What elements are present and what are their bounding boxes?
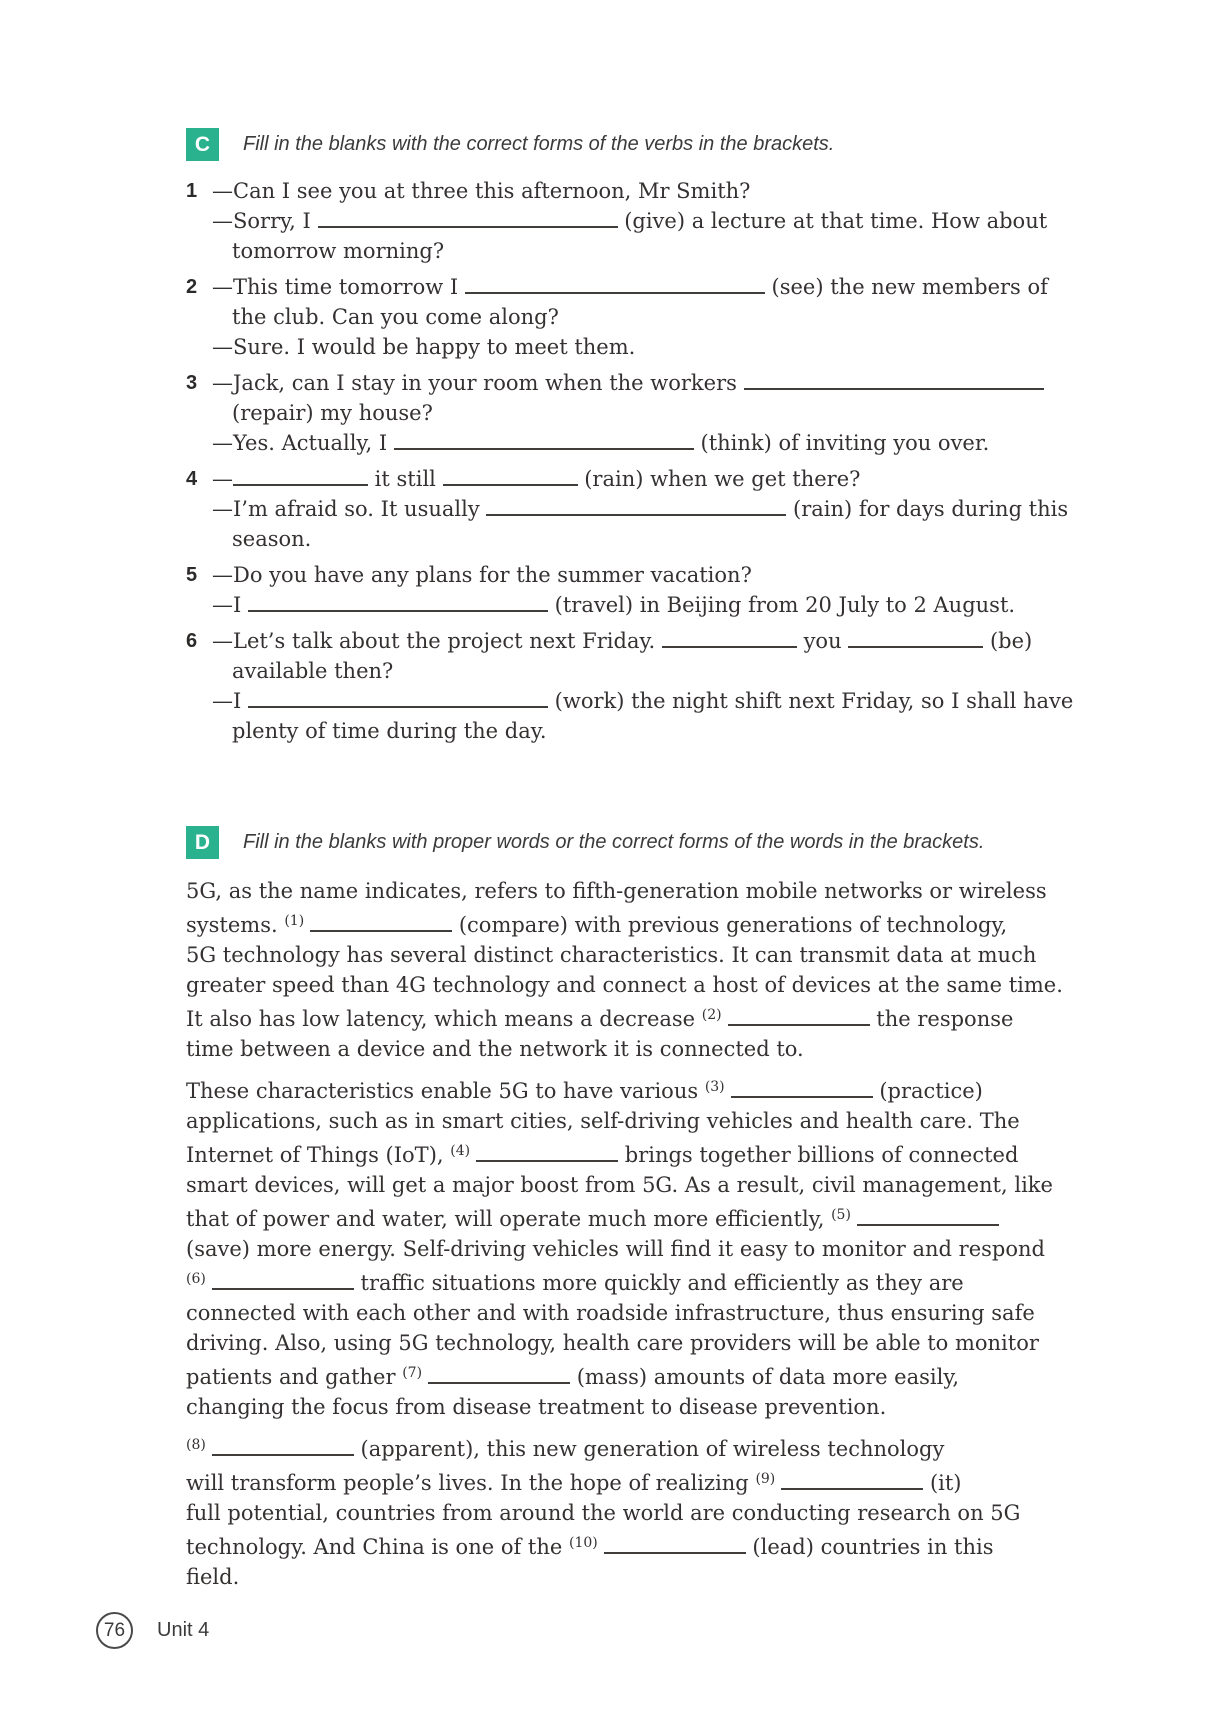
fill-in-blank: [310, 916, 452, 932]
fill-in-blank: [248, 692, 548, 708]
item-number: 6: [186, 630, 198, 652]
exercise-item: [186, 626, 1074, 746]
fill-in-blank: [465, 278, 765, 294]
item-number: 1: [186, 180, 198, 202]
passage-paragraph: [186, 1430, 1052, 1592]
text-line: —Yes. Actually, I (think) of inviting you over.: [212, 431, 990, 455]
fill-in-blank: [212, 1440, 354, 1456]
text-line: field.: [186, 1565, 240, 1589]
fill-in-blank: [476, 1146, 618, 1162]
text-line: —Sure. I would be happy to meet them.: [212, 335, 636, 359]
exercise-item: [186, 368, 1052, 458]
fill-in-blank: [857, 1210, 999, 1226]
blank-number: (4): [450, 1143, 471, 1159]
text-line: —I (travel) in Beijing from 20 July to 2 August.: [212, 593, 1016, 617]
text-line: These characteristics enable 5G to have various $^{(3)}$ (practice): [186, 1079, 983, 1103]
text-line: —Let’s talk about the project next Friday. you (be): [212, 629, 1033, 653]
blank-number: (2): [701, 1007, 722, 1023]
text-line: will transform people’s lives. In the hope of realizing $^{(9)}$ (it): [186, 1471, 962, 1495]
section-d-instruction: Fill in the blanks with proper words or the correct forms of the words in the brackets.: [243, 831, 985, 853]
fill-in-blank: [394, 434, 694, 450]
blank-number: (6): [186, 1271, 206, 1287]
section-c-label-box: C: [186, 128, 219, 161]
fill-in-blank: [604, 1538, 746, 1554]
exercise-item: [186, 272, 1052, 362]
blank-number: (10): [568, 1535, 598, 1551]
fill-in-blank: [233, 470, 368, 486]
item-number: 3: [186, 372, 198, 394]
text-line: technology. And China is one of the $^{(10)}$ (lead) countries in this: [186, 1535, 994, 1559]
blank-number: (1): [284, 913, 305, 929]
text-line: the club. Can you come along?: [232, 305, 559, 329]
text-line: — it still (rain) when we get there?: [212, 467, 861, 491]
page-content: [186, 128, 1074, 1600]
blank-number: (9): [755, 1471, 776, 1487]
text-line: 5G, as the name indicates, refers to fifth-generation mobile networks or wireless: [186, 879, 1047, 903]
text-line: driving. Also, using 5G technology, health care providers will be able to monitor: [186, 1331, 1039, 1355]
exercise-item: [186, 560, 1052, 620]
fill-in-blank: [848, 632, 983, 648]
exercise-item: [186, 464, 1069, 554]
unit-label: Unit 4: [157, 1619, 210, 1641]
text-line: $^{(8)}$ (apparent), this new generation of wireless technology: [186, 1437, 945, 1461]
section-d: [186, 826, 1063, 1592]
section-d-label-box: D: [186, 826, 219, 859]
text-line: season.: [232, 527, 312, 551]
text-line: —Jack, can I stay in your room when the workers: [212, 368, 1052, 398]
text-line: tomorrow morning?: [232, 239, 445, 263]
text-line: —Do you have any plans for the summer vacation?: [212, 563, 752, 587]
text-line: patients and gather $^{(7)}$ (mass) amounts of data more easily,: [186, 1365, 960, 1389]
section-c-header: [186, 128, 1052, 161]
text-line: that of power and water, will operate much more efficiently, $^{(5)}$: [186, 1200, 1052, 1234]
page-number-circle: [96, 1612, 133, 1649]
blank-number: (5): [831, 1207, 851, 1223]
fill-in-blank: [662, 632, 797, 648]
item-number: 2: [186, 276, 198, 298]
text-line: applications, such as in smart cities, self-driving vehicles and health care. The: [186, 1109, 1020, 1133]
text-line: smart devices, will get a major boost from 5G. As a result, civil management, like: [186, 1173, 1053, 1197]
text-line: —Sorry, I (give) a lecture at that time. How about: [212, 209, 1048, 233]
text-line: systems. $^{(1)}$ (compare) with previous generations of technology,: [186, 913, 1008, 937]
text-line: changing the focus from disease treatment to disease prevention.: [186, 1395, 887, 1419]
blank-number: (7): [402, 1365, 423, 1381]
text-line: (save) more energy. Self-driving vehicles will find it easy to monitor and respond: [186, 1237, 1045, 1261]
fill-in-blank: [728, 1010, 870, 1026]
fill-in-blank: [744, 374, 1044, 390]
fill-in-blank: [318, 212, 618, 228]
passage-paragraph: [186, 1072, 1052, 1422]
text-line: connected with each other and with roadside infrastructure, thus ensuring safe: [186, 1301, 1035, 1325]
section-c: [186, 128, 1074, 746]
text-line: plenty of time during the day.: [232, 719, 547, 743]
fill-in-blank: [428, 1368, 570, 1384]
text-line: 5G technology has several distinct characteristics. It can transmit data at much: [186, 943, 1037, 967]
text-line: available then?: [232, 659, 394, 683]
exercise-item: [186, 176, 1052, 266]
fill-in-blank: [486, 500, 786, 516]
page-footer: [96, 1612, 209, 1649]
page-number: 76: [103, 1619, 126, 1641]
section-c-items: [186, 176, 1074, 746]
text-line: —Can I see you at three this afternoon, Mr Smith?: [212, 179, 751, 203]
fill-in-blank: [248, 596, 548, 612]
fill-in-blank: [443, 470, 578, 486]
fill-in-blank: [731, 1082, 873, 1098]
section-c-instruction: Fill in the blanks with the correct forms of the verbs in the brackets.: [243, 133, 835, 155]
passage-paragraph: [186, 876, 1063, 1064]
item-number: 4: [186, 468, 198, 490]
section-d-passage: [186, 876, 1063, 1592]
text-line: greater speed than 4G technology and connect a host of devices at the same time.: [186, 973, 1063, 997]
item-number: 5: [186, 564, 198, 586]
text-line: —I’m afraid so. It usually (rain) for days during this: [212, 497, 1069, 521]
section-d-header: [186, 826, 1052, 859]
text-line: time between a device and the network it is connected to.: [186, 1037, 804, 1061]
text-line: (repair) my house?: [232, 401, 433, 425]
fill-in-blank: [212, 1274, 354, 1290]
text-line: —I (work) the night shift next Friday, so I shall have: [212, 689, 1074, 713]
text-line: $^{(6)}$ traffic situations more quickly and efficiently as they are: [186, 1271, 964, 1295]
text-line: full potential, countries from around the world are conducting research on 5G: [186, 1501, 1021, 1525]
blank-number: (3): [704, 1079, 725, 1095]
blank-number: (8): [186, 1437, 206, 1453]
text-line: Internet of Things (IoT), $^{(4)}$ brings together billions of connected: [186, 1143, 1019, 1167]
fill-in-blank: [781, 1474, 923, 1490]
text-line: It also has low latency, which means a decrease $^{(2)}$ the response: [186, 1007, 1014, 1031]
text-line: —This time tomorrow I (see) the new members of: [212, 275, 1048, 299]
